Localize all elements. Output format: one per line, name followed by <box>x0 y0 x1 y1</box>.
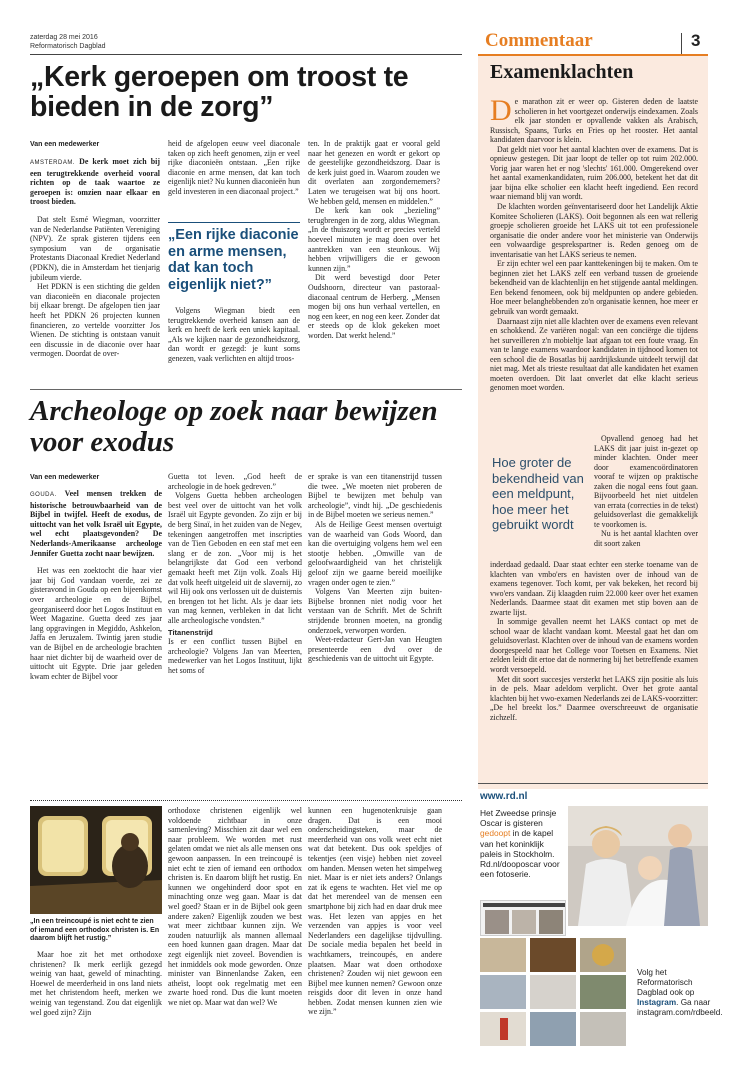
paragraph: e marathon zit er weer op. Gisteren deden de laatste scholieren in het voortgezet onderwijs eindexamen. Zoals elk jaar stonden er opvallende vakken als Arabisch, Russisch, Spaans, Turks en Fries op het rooster. Het aantal kandidaten daarvoor is klein. <box>490 97 698 145</box>
promo-text: in de kapel van het koninklijk paleis in Stockholm. Rd.nl/dooposcar voor een fotoserie. <box>480 828 560 880</box>
highlight-word: gedoopt <box>480 828 511 839</box>
paper-name: Reformatorisch Dagblad <box>30 43 106 50</box>
article1-column-2 <box>168 139 300 219</box>
paragraph: De klachten worden geïnventariseerd door het Landelijk Aktie Komitee Scholieren (LAKS). Ooit begonnen als een wat rellerig groepje scholieren groeide het LAKS uit tot een professionele organisatie die onder andere voor het ministerie van Onderwijs een volwaardige gesprekspartner is. Reden genoeg om de inventarisatie van het LAKS serieus te nemen. <box>490 202 698 259</box>
paragraph: ten. In de praktijk gaat er vooral geld naar het genezen en wordt er gekort op de geestelijke gezondheidszorg. Daar is de kerk juist goed in. Waarom zouden we dit overlaten aan zorgondernemers? Laten we terugeisen wat bij ons hoort. We hebben geld, mensen en middelen.” <box>308 139 440 206</box>
article1-headline: „Kerk geroepen om troost te bieden in de zorg” <box>30 61 409 123</box>
paragraph: orthodoxe christenen eigenlijk wel voldoende zichtbaar in onze samenleving? Misschien zit daar wel een naar probleem. We worden met rust gelaten omdat we niet als alle mensen ons gewoon aanpassen. In een treincoupé is niet echt te zien of iemand een orthodox christen is. En daarom blijft het rustig. En kunnen we ongehinderd door spot en minachting onze weg gaan. Maar is dat wel goed? Staan er in de Bijbel ook geen andere zaken? Eigenlijk zouden we best wat meer zichtbaar kunnen zijn. We zouden natuurlijk als mannen allemaal een hoed kunnen gaan dragen. Maar dat zegt eigenlijk niet zoveel. Bovendien is het inmiddels ook mode geworden. Onze minister van Binnenlandse Zaken, een atheïst, loopt ook regelmatig met een zwarte hoed rond. Dus die kunt moeten we niet op. Maar wat dan wel? We <box>168 806 302 1007</box>
article2-column-2 <box>168 472 302 790</box>
paragraph: Daarnaast zijn niet alle klachten over de examens even relevant en schokkend. Ze variëren nogal: van een conciërge die tijdens het surveilleren z'n mobieltje laat afgaan tot een foute vraag. En van te lange examens waardoor kandidaten in tijdnood komen tot een school die de Bosatlas bij aardrijkskunde uitdeelt terwijl dat niet mag. Met als trieste resultaat dat alle kandidaten het examen moeten overdoen. Dit laat onverlet dat elke klacht serieus genomen moet worden. <box>490 316 698 393</box>
paragraph: Het PDKN is een stichting die gelden van diaconieën en diaconale projecten bij elkaar brengt. De afgelopen tien jaar heeft het PDKN 26 projecten kunnen financieren, zo vertelde voorzitter Jos Wienen. De stichting is ontstaan vanuit een discussie in de diaconie over haar vermogen. Doordat de over- <box>30 282 160 359</box>
promo-text: . Ga naar instagram.com/rdbeeld. <box>637 998 723 1017</box>
promo-text-baptism <box>480 808 566 879</box>
dateline: GOUDA. <box>30 492 57 498</box>
article1-byline: Van een medewerker <box>30 141 100 148</box>
article2-lead: Veel mensen trekken de historische betrouwbaarheid van de Bijbel in twijfel. Heeft de exodus, de uittocht van het volk Israël uit Egypte, wel echt plaatsgevonden? De Nederlands-Amerikaanse archeologe Jennifer Guetta zocht naar bewijzen. <box>30 489 162 558</box>
paragraph: Er zijn echter wel een paar kanttekeningen bij te maken. Om te beginnen ziet het LAKS zelf een verband tussen de groeiende bekendheid van de klachtenlijn en het stijgende aantal meldingen. Een bekend fenomeen, ook bij meldpunten op andere gebieden. Hoe meer belanghebbenden zo'n organisatie kennen, hoe meer er gebruik van wordt gemaakt. <box>490 259 698 317</box>
instagram-grid <box>480 938 630 1046</box>
paragraph: Nu is het aantal klachten over dit soort zaken <box>594 529 698 549</box>
section-divider <box>30 800 462 801</box>
commentary-headline: Examenklachten <box>490 61 634 83</box>
bottom-column-2 <box>168 806 302 1052</box>
promo-text: Volg het Reformatorisch Dagblad ook op <box>637 968 695 997</box>
date: zaterdag 28 mei 2016 <box>30 34 98 41</box>
website-link[interactable]: www.rd.nl <box>480 791 528 802</box>
paragraph: Dat geldt niet voor het aantal klachten over de examens. Dat is opnieuw gestegen. Dit jaar loopt de teller op tot ruim 202.000. Vorig jaar waren het er nog 'slechts' 161.000. Omgerekend over het aantal examenkandidaten, ruim 206.000, betekent het dat dit jaar bijna elke scholier een klacht heeft ingediend. Een record waar niemand blij van wordt. <box>490 144 698 202</box>
commentary-side-column <box>594 434 698 558</box>
article2-headline: Archeologe op zoek naar bewijzen voor exodus <box>30 395 438 458</box>
article2-byline: Van een medewerker <box>30 474 100 481</box>
train-window-image <box>30 806 162 914</box>
bottom-column-1 <box>30 950 162 1050</box>
instagram-link[interactable]: Instagram <box>637 998 677 1007</box>
section-title: Commentaar <box>485 30 593 51</box>
article2-column-3 <box>308 472 442 790</box>
drop-cap: D <box>490 97 512 127</box>
promo-text: Het Zweedse prinsje Oscar is gisteren <box>480 808 557 829</box>
article-divider <box>30 389 462 390</box>
paragraph: Volgens Wiegman biedt een terugtrekkende overheid kansen aan de kerk en heeft de kerk een uniek kapitaal. „Als we kijken naar de gezondheidszorg, dan wordt er gezegd: je kunt soms genezen, vaak verlichten en altijd troos- <box>168 306 300 363</box>
article1-lead: De kerk moet zich bij een terugtrekkende overheid vooral richten op de taak waartoe ze geroepen is: omzien naar elkaar en troost bieden. <box>30 157 160 207</box>
instagram-photos <box>480 938 630 1046</box>
paragraph: Opvallend genoeg had het LAKS dit jaar juist in-gezet op minder klachten. Onder meer door examencoördinatoren vooraf te wijzen op praktische zaken die nogal eens fout gaan. Bijvoorbeeld het niet uitdelen van errata (correcties in de tekst) geluidsoverlast die gemakkelijk te voorkomen is. <box>594 434 698 529</box>
paragraph: Maar hoe zit het met orthodoxe christenen? Ik merk eerlijk gezegd weinig van haat, geweld of minachting. Hoewel de meerderheid in ons land niets met het christendom heeft, merken we weinig van tegenstand. Zou dat eigenlijk wel goed zijn? Zijn <box>30 950 162 1017</box>
page-number: 3 <box>691 31 701 50</box>
promo-rule <box>478 783 708 784</box>
header-divider <box>681 33 682 55</box>
subheading: Titanenstrijd <box>168 627 213 637</box>
paragraph: Dit werd bevestigd door Peter Oudshoorn, directeur van pastoraal-diaconaal centrum de Herberg. „Mensen mogen bij ons hun verhaal vertellen, en nog een keer, en nog een keer. Zonder dat er steeds op de klok gekeken moet worden. Dat werkt helend.” <box>308 273 440 340</box>
photo-caption: „In een treincoupé is niet echt te zien of iemand een orthodox christen is. En daarom blijft het rustig.” <box>30 918 160 943</box>
paragraph: Het was een zoektocht die haar vier jaar bij God vandaan voerde, zei ze gisteravond in Gouda op een bijeenkomst over archeologie en de Bijbel, georganiseerd door het Logos Instituut en Weet Magazine. Guetta deed zes jaar lang opgravingen in Megiddo, Ashkelon, Jaffa en Jeruzalem. Twintig jaren studie van de Bijbel en de archeologie brachten haar niet dichter bij de waarheid over de uittocht uit Egypte. Drie jaar geleden kwam echter de Bijbel voor <box>30 566 162 681</box>
baptism-image <box>568 806 708 926</box>
article1-column-2b <box>168 306 300 388</box>
header-rule <box>30 54 462 55</box>
paragraph: Volgens Van Meerten zijn buiten-Bijbelse bronnen niet nodig voor het verstaan van de Schrift. Met de Schrift strijdende bronnen moeten, na grondig onderzoek, verworpen worden. <box>308 587 442 635</box>
paragraph: Met dit soort succesjes versterkt het LAKS zijn positie als luis in de pels. Maar adeldom verplicht. Over het grote aantal klachten bij het vwo-examen Nederlands zei de LAKS-voorzitter: „De hel breekt los.” Daarmee overschreeuwt de organisatie zichzelf. <box>490 674 698 722</box>
paragraph: heid de afgelopen eeuw veel diaconale taken op zich heeft genomen, zijn er veel rijke diaconieën ontstaan. „Een rijke diaconie en arme mensen, dat kan toch eigenlijk niet? Nu kunnen diaconieën hun geld investeren in een diaconaal project.” <box>168 139 300 196</box>
paragraph: Volgens Guetta hebben archeologen best veel over de uittocht van het volk Israël uit Egypte gevonden. Zo zijn er bij de berg Sinaï, in het zuiden van de Negev, tekeningen aangetroffen met inscripties van de Tien Geboden en een staf met een slang er de zon. „Voor mij is het belangrijkste dat God een verbond gemaakt heeft met Zijn volk. Zoals Hij dat volk heeft uitgeleid uit de slavernij, zo wil Hij ook ons verlossen uit de duisternis en brengen tot het licht. Als je daar iets van mag kennen, verbleken in dat licht alle archeologische vondsten.” <box>168 491 302 625</box>
article2-column-1 <box>30 489 162 789</box>
promo-text-instagram <box>637 968 723 1018</box>
commentary-body-continued <box>490 560 698 772</box>
article1-column-3 <box>308 139 440 389</box>
commentary-pull-quote: Hoe groter de bekendheid van een meldpunt, hoe meer het gebruikt wordt <box>492 455 584 532</box>
website-screenshot <box>480 900 566 936</box>
paragraph: Dat stelt Esmé Wiegman, voorzitter van de Nederlandse Patiënten Vereniging (NPV). Ze sprak gisteren tijdens een symposium van de organisatie Protestants Diaconaal Krediet Nederland (PDKN), die in Amsterdam het tienjarig jubileum vierde. <box>30 214 160 282</box>
website-preview-image <box>481 901 567 937</box>
paragraph: er sprake is van een titanenstrijd tussen die twee. „We moeten niet proberen de Bijbel te bewijzen met behulp van archeologie”, vindt hij. „De geschiedenis in de Bijbel moeten we serieus nemen.” <box>308 472 442 520</box>
train-photo <box>30 806 162 914</box>
paragraph: Guetta tot leven. „God heeft de archeologie in de hoek gedreven.” <box>168 472 302 491</box>
paragraph: inderdaad gedaald. Daar staat echter een sterke toename van de klachten van vmbo'ers en havisten over de inhoud van de examens tegenover. Toch komt, per vak bekeken, het record bij vwo'ers vandaan. Zij klaagden ruim 22.000 keer over het examen Nederlands. Daarmee staat dit examen met stip boven aan de zwarte lijst. <box>490 560 698 617</box>
paragraph: In sommige gevallen neemt het LAKS contact op met de school waar de klacht vandaan komt. Meestal gaat het dan om geluidsoverlast. Klachten over de inhoud van de examens worden doorgespeeld naar het College voor Toetsen en Examens. Niet zelden leidt dit ertoe dat de normering bij het betreffende examen wordt versoepeld. <box>490 617 698 675</box>
paragraph: kunnen een hugenotenkruisje gaan dragen. Dat is een mooi onderscheidingsteken, maar de meerderheid van ons volk weet echt niet wat dat betekent. Dus ook speldjes of tekentjes (een visje) hebben niet zoveel om handen. Mensen weten het simpelweg niet. Maar is er niet iets anders? Onlangs zat ik egens te wachten. Het viel me op dat het merendeel van de mensen een smartphone bij zich had en daar druk mee was. Het lezen van appjes en het verzenden van appjes is voor veel Nederlanders een dagelijkse tijdvulling. De sociale media bepalen het beeld in wachtkamers, treincoupés, en andere plaatsen. Maar wat doen orthodoxe christenen? Zouden wij niet gewoon een Bijbel mee kunnen nemen? Gewoon onze reisgids door dit leven in onze hand hebben. Zodat mensen kunnen zien wie we zijn.” <box>308 806 442 1017</box>
bottom-column-3 <box>308 806 442 1052</box>
page-header-date <box>30 33 105 51</box>
pull-quote: „Een rijke diaconie en arme mensen, dat kan toch eigenlijk niet?” <box>168 222 300 293</box>
paragraph: Als de Heilige Geest mensen overtuigt van de waarheid van Gods Woord, dan kan die overtuiging volgens hem wel een stootje hebben. „Omwille van de geloofwaardigheid van het christelijk geloof zijn we gaarne bereid moeilijke vragen onder ogen te zien.” <box>308 519 442 587</box>
article1-column-1 <box>30 157 160 385</box>
paragraph: Is er een conflict tussen Bijbel en archeologie? Volgens Jan van Meerten, medewerker van het Logos Instituut, lijkt het soms of <box>168 637 302 675</box>
baptism-photo <box>568 806 708 926</box>
paragraph: Weet-redacteur Gert-Jan van Heugten presenteerde een dvd over de geschiedenis van de uittocht uit Egypte. <box>308 635 442 664</box>
paragraph: De kerk kan ook „bezieling” terugbrengen in de zorg, aldus Wiegman. „In de thuiszorg wordt er precies verteld hoeveel minuten je mag doen over het aantrekken van een steunkous. Wij hebben vrijwilligers die er gewoon kunnen zijn.” <box>308 206 440 273</box>
dateline: AMSTERDAM. <box>30 160 76 166</box>
